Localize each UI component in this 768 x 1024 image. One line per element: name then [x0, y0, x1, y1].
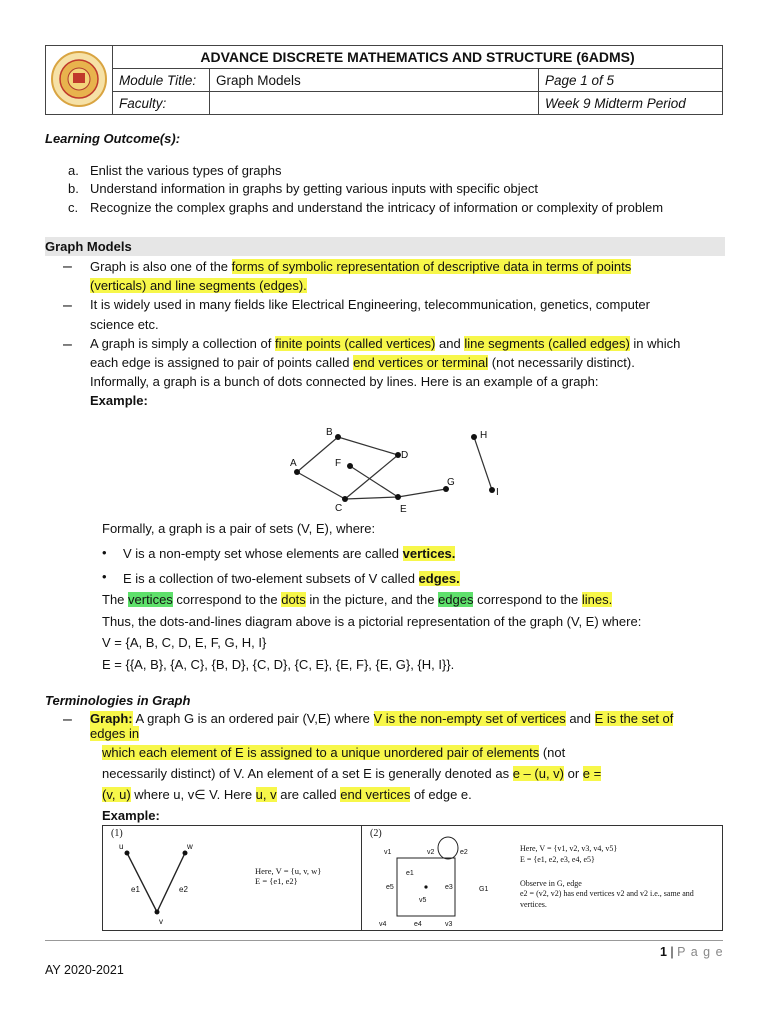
gm-bullet-3-line3: Informally, a graph is a bunch of dots connected by lines. Here is an example of a graph:: [90, 374, 599, 389]
svg-text:G1: G1: [479, 886, 489, 893]
outcome-c-marker: c.: [68, 200, 79, 215]
panel2-text-3: Observe in G, edge: [520, 879, 582, 888]
vertex-c: [342, 496, 348, 502]
vertex-a: [294, 469, 300, 475]
period: Week 9 Midterm Period: [539, 92, 723, 115]
svg-text:w: w: [187, 842, 193, 851]
label-g: G: [447, 477, 455, 488]
terms-line-1b: edges in: [90, 726, 140, 741]
bullet-1: •: [102, 545, 107, 560]
panel2-graph: [372, 834, 522, 928]
example-panel-2: [362, 826, 722, 930]
vertex-w: [183, 851, 188, 856]
svg-text:e2: e2: [460, 849, 468, 856]
page-info: Page 1 of 5: [539, 69, 723, 92]
panel1-number: (1): [111, 828, 123, 839]
outcome-b: Understand information in graphs by getting various inputs with specific object: [90, 181, 539, 196]
panel2-text-2: E = {e1, e2, e3, e4, e5}: [520, 855, 595, 864]
svg-text:e2: e2: [179, 885, 188, 894]
section-bar: [45, 237, 725, 256]
label-h: H: [480, 430, 488, 441]
faculty-label: Faculty:: [113, 92, 210, 115]
edge-ce: [345, 497, 398, 499]
outcome-c: Recognize the complex graphs and understand the intricacy of information or complexity of problem: [90, 200, 664, 215]
svg-text:e4: e4: [414, 921, 422, 928]
gm-bullet-2-line1: It is widely used in many fields like Electrical Engineering, telecommunication, genetics, computer: [90, 297, 650, 312]
vertex-f: [347, 463, 353, 469]
vertex-u: [125, 851, 130, 856]
examples-box: [102, 825, 723, 931]
panel2-text-5: vertices.: [520, 900, 547, 909]
panel1-here-2: E = {e1, e2}: [255, 876, 298, 886]
label-e: E: [400, 504, 407, 515]
svg-text:e5: e5: [386, 884, 394, 891]
terms-heading: Terminologies in Graph: [45, 693, 191, 708]
svg-text:v3: v3: [445, 921, 453, 928]
bullet-2: •: [102, 569, 107, 584]
panel1-here-1: Here, V = {u, v, w}: [255, 866, 322, 876]
terms-line-1: Graph: A graph G is an ordered pair (V,E) where V is the non-empty set of vertices and E is the set of: [90, 711, 674, 726]
formal-line-4: The vertices correspond to the dots in the picture, and the edges correspond to the lines.: [102, 592, 613, 607]
dash-2: –: [63, 297, 72, 314]
svg-text:v2: v2: [427, 849, 435, 856]
gm-bullet-1-line1: Graph is also one of the forms of symbolic representation of descriptive data in terms of points: [90, 259, 632, 274]
svg-text:v: v: [159, 917, 163, 926]
example-panel-1: [103, 826, 362, 930]
svg-text:v5: v5: [419, 897, 427, 904]
label-i: I: [496, 487, 499, 498]
svg-text:u: u: [119, 842, 124, 851]
example-graph: [280, 420, 510, 520]
label-b: B: [326, 427, 333, 438]
vertex-v: [155, 910, 160, 915]
outcome-a-marker: a.: [68, 163, 79, 178]
panel1-graph: [113, 840, 223, 928]
outcomes-heading: Learning Outcome(s):: [45, 131, 181, 146]
terms-line-3: necessarily distinct) of V. An element of a set E is generally denoted as e – (u, v) or e =: [102, 766, 602, 781]
academic-year: AY 2020-2021: [45, 963, 124, 977]
gm-bullet-3-line2: each edge is assigned to pair of points called end vertices or terminal (not necessarily distinct).: [90, 355, 635, 370]
course-title: ADVANCE DISCRETE MATHEMATICS AND STRUCTURE (6ADMS): [113, 46, 723, 69]
formal-line-5: Thus, the dots-and-lines diagram above is a pictorial representation of the graph (V, E) where:: [102, 614, 642, 629]
school-seal-icon: [49, 49, 109, 109]
label-f: F: [335, 458, 342, 469]
dash-3: –: [63, 336, 72, 353]
formal-line-1: Formally, a graph is a pair of sets (V, E), where:: [102, 521, 376, 536]
terms-line-4: (v, u) where u, v∈ V. Here u, v are called end vertices of edge e.: [102, 787, 472, 802]
dash-4: –: [63, 711, 72, 728]
edge-hi: [474, 437, 492, 490]
gm-bullet-2-line2: science etc.: [90, 317, 159, 332]
panel2-text-1: Here, V = {v1, v2, v3, v4, v5}: [520, 844, 618, 853]
module-value: Graph Models: [210, 69, 539, 92]
edge-bd: [338, 437, 398, 455]
dash-1: –: [63, 258, 72, 275]
svg-text:e3: e3: [445, 884, 453, 891]
svg-text:v4: v4: [379, 921, 387, 928]
svg-text:e1: e1: [406, 870, 414, 877]
footer-rule: [45, 940, 723, 941]
svg-text:v1: v1: [384, 849, 392, 856]
panel2-text-4: e2 = (v2, v2) has end vertices v2 and v2 i.e., same and: [520, 889, 694, 898]
page-number: 1 | P a g e: [660, 945, 724, 959]
svg-text:e1: e1: [131, 885, 140, 894]
header-table: [45, 45, 723, 115]
formal-line-2: V is a non-empty set whose elements are called vertices.: [123, 546, 456, 561]
terms-example-label: Example:: [102, 808, 160, 823]
edge-ef: [350, 466, 398, 497]
gm-bullet-1-line2: (verticals) and line segments (edges).: [90, 278, 307, 293]
vertex-h: [471, 434, 477, 440]
formal-line-7: E = {{A, B}, {A, C}, {B, D}, {C, D}, {C, E}, {E, F}, {E, G}, {H, I}}.: [102, 657, 455, 672]
outcome-b-marker: b.: [68, 181, 79, 196]
label-c: C: [335, 503, 343, 514]
edge-ab: [297, 437, 338, 472]
label-a: A: [290, 458, 297, 469]
module-label: Module Title:: [113, 69, 210, 92]
panel2-number: (2): [370, 828, 382, 839]
terms-line-2: which each element of E is assigned to a unique unordered pair of elements (not: [102, 745, 566, 760]
edge-eg: [398, 489, 446, 497]
formal-line-3: E is a collection of two-element subsets of V called edges.: [123, 571, 460, 586]
vertex-b: [335, 434, 341, 440]
label-d: D: [401, 450, 409, 461]
outcome-a: Enlist the various types of graphs: [90, 163, 282, 178]
vertex-i: [489, 487, 495, 493]
graph-models-heading: Graph Models: [45, 239, 132, 254]
gm-bullet-3-line1: A graph is simply a collection of finite points (called vertices) and line segments (called edges) in which: [90, 336, 681, 351]
vertex-e: [395, 494, 401, 500]
edge-ac: [297, 472, 345, 499]
school-logo: [46, 46, 113, 115]
formal-line-6: V = {A, B, C, D, E, F, G, H, I}: [102, 635, 267, 650]
faculty-value: [210, 92, 539, 115]
vertex-v5: [424, 885, 427, 888]
gm-example-label: Example:: [90, 393, 148, 408]
